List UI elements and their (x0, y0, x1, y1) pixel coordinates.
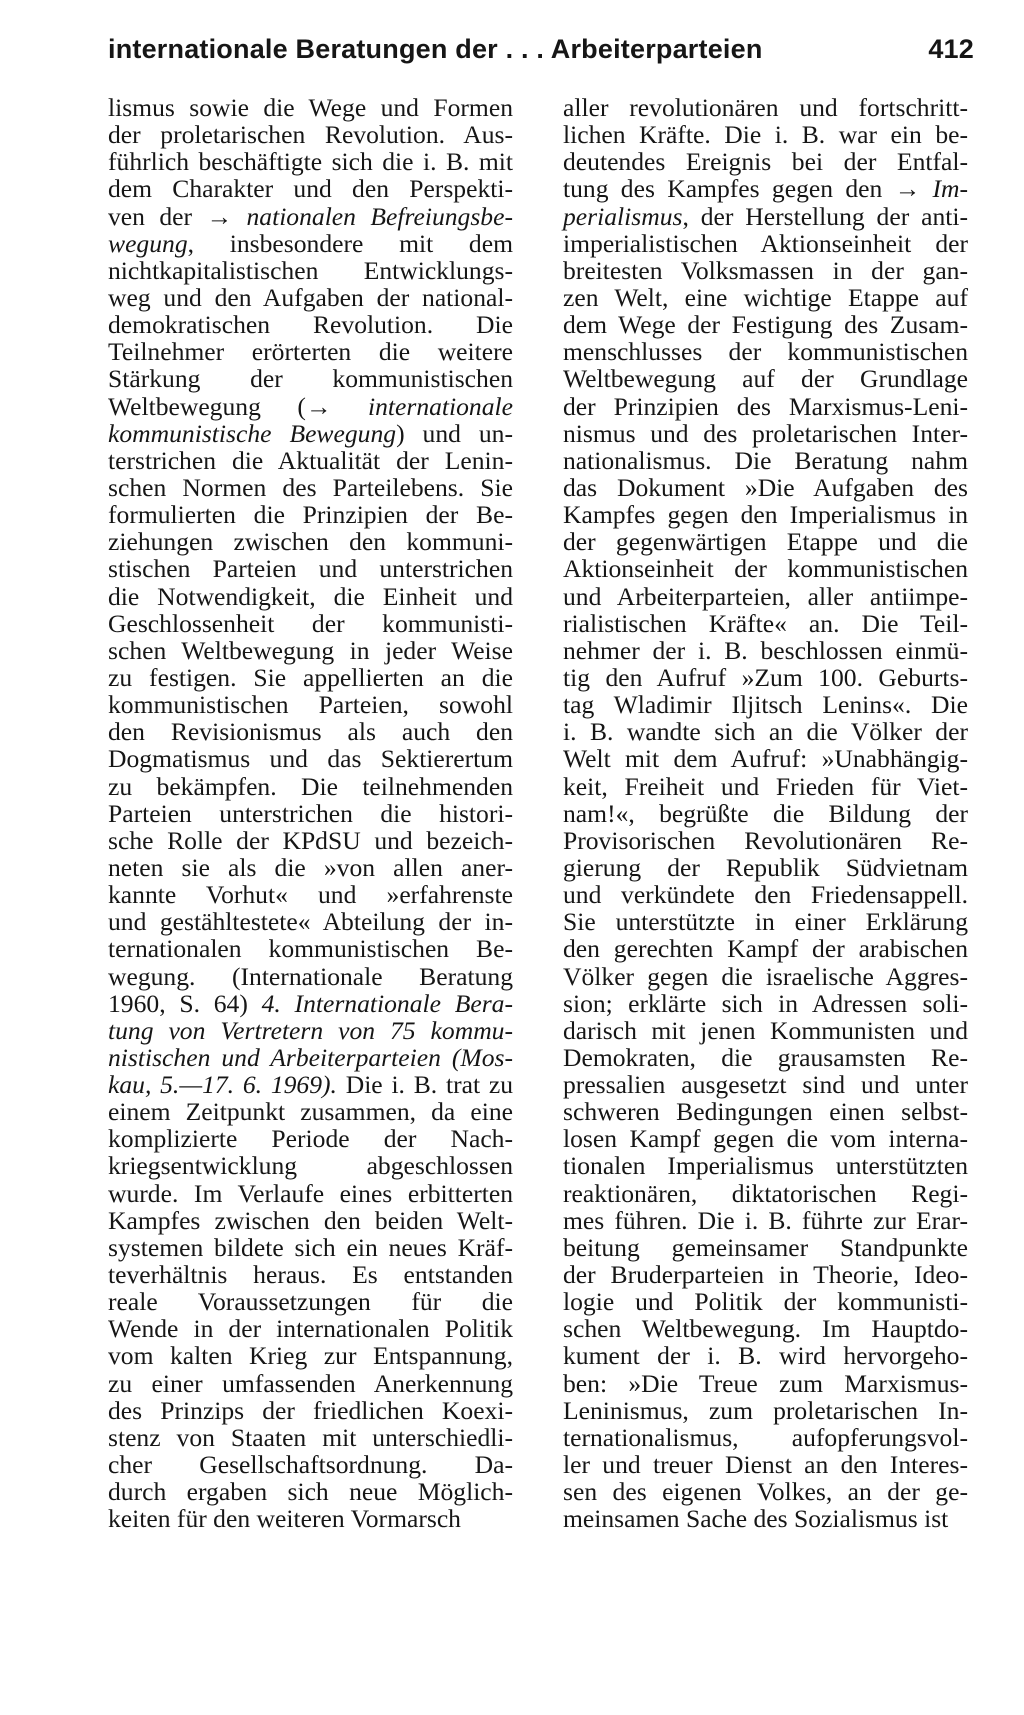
text-line: stenz von Staaten mit unterschiedli- (108, 1422, 513, 1452)
text-line: nichtkapitalistischen Entwicklungs- (108, 255, 513, 285)
text-line: dem Wege der Festigung des Zusam- (563, 310, 968, 340)
text-line: wegung, insbesondere mit dem (108, 228, 513, 258)
text-line: 1960, S. 64) 4. Internationale Bera- (108, 988, 513, 1018)
text-line: Kampfes zwischen den beiden Welt- (108, 1205, 513, 1235)
text-line: beitung gemeinsamer Standpunkte (563, 1232, 968, 1262)
text-line: einem Zeitpunkt zusammen, da eine (108, 1097, 513, 1127)
text-line: terstrichen die Aktualität der Lenin- (108, 445, 513, 475)
text-line: weg und den Aufgaben der national- (108, 282, 513, 312)
text-line: meinsamen Sache des Sozialismus ist (563, 1504, 949, 1534)
right-column (563, 94, 968, 1532)
text-line: lismus sowie die Wege und Formen (108, 93, 513, 122)
page-number: 412 (928, 34, 974, 64)
text-line: nationalismus. Die Beratung nahm (563, 445, 968, 475)
text-line: der proletarischen Revolution. Aus- (108, 120, 513, 150)
text-line: und gestähltestete« Abteilung der in- (108, 907, 513, 937)
running-title: internationale Beratungen der . . . Arbeiterparteien (108, 34, 763, 64)
text-line: des Prinzips der friedlichen Koexi- (108, 1395, 513, 1425)
text-line: der Prinzipien des Marxismus-Leni- (563, 391, 968, 421)
text-line: komplizierte Periode der Nach- (108, 1124, 513, 1154)
text-line: reaktionären, diktatorischen Regi- (563, 1178, 968, 1208)
text-line: Aktionseinheit der kommunistischen (563, 554, 968, 584)
text-line: das Dokument »Die Aufgaben des (563, 472, 968, 502)
text-line: nehmer der i. B. beschlossen einmü- (563, 635, 968, 665)
text-line: teverhältnis heraus. Es entstanden (108, 1260, 513, 1290)
text-line: und verkündete den Friedensappell. (563, 880, 968, 910)
text-line: ler und treuer Dienst an den Interes- (563, 1450, 968, 1480)
text-line: kannte Vorhut« und »erfahrenste (108, 880, 513, 910)
text-line: demokratischen Revolution. Die (108, 310, 513, 340)
text-line: wurde. Im Verlaufe eines erbitterten (108, 1178, 513, 1208)
text-line: breitesten Volksmassen in der gan- (563, 255, 968, 285)
text-line: i. B. wandte sich an die Völker der (563, 717, 968, 747)
text-line: Weltbewegung auf der Grundlage (563, 364, 968, 394)
text-line: tionalen Imperialismus unterstützten (563, 1151, 968, 1181)
text-line: formulierten die Prinzipien der Be- (108, 500, 513, 530)
text-line: Stärkung der kommunistischen (108, 364, 513, 394)
text-line: schweren Bedingungen einen selbst- (563, 1097, 968, 1127)
text-line: keit, Freiheit und Frieden für Viet- (563, 771, 968, 801)
text-line: Provisorischen Revolutionären Re- (563, 825, 968, 855)
text-line: nam!«, begrüßte die Bildung der (563, 798, 968, 828)
text-line: der Bruderparteien in Theorie, Ideo- (563, 1260, 968, 1290)
text-line: perialismus, der Herstellung der anti- (563, 201, 968, 231)
text-line: ben: »Die Treue zum Marxismus- (563, 1368, 968, 1398)
running-header (108, 34, 974, 76)
left-column (108, 94, 513, 1532)
text-line: lichen Kräfte. Die i. B. war ein be- (563, 120, 968, 150)
text-line: Demokraten, die grausamsten Re- (563, 1042, 968, 1072)
text-line: führlich beschäftigte sich die i. B. mit (108, 147, 513, 177)
text-line: pressalien ausgesetzt sind und unter (563, 1070, 968, 1100)
text-line: kommunistischen Parteien, sowohl (108, 690, 513, 720)
text-line: der gegenwärtigen Etappe und die (563, 527, 968, 557)
text-line: tung des Kampfes gegen den → Im- (563, 174, 968, 204)
text-line: schen Weltbewegung in jeder Weise (108, 635, 513, 665)
text-line: imperialistischen Aktionseinheit der (563, 228, 968, 258)
text-line: sen des eigenen Volkes, an der ge- (563, 1477, 968, 1507)
text-line: nistischen und Arbeiterparteien (Mos- (108, 1042, 513, 1072)
text-line: losen Kampf gegen die vom interna- (563, 1124, 968, 1154)
text-line: wegung. (Internationale Beratung (108, 961, 513, 991)
text-line: zu festigen. Sie appellierten an die (108, 662, 513, 692)
text-line: vom kalten Krieg zur Entspannung, (108, 1341, 513, 1371)
text-line: tig den Aufruf »Zum 100. Geburts- (563, 662, 968, 692)
text-line: Geschlossenheit der kommunisti- (108, 608, 513, 638)
text-line: durch ergaben sich neue Möglich- (108, 1477, 513, 1507)
text-line: den gerechten Kampf der arabischen (563, 934, 968, 964)
text-line: Parteien unterstrichen die histori- (108, 798, 513, 828)
text-line: zu einer umfassenden Anerkennung (108, 1368, 513, 1398)
text-line: Kampfes gegen den Imperialismus in (563, 500, 968, 530)
text-line: nismus und des proletarischen Inter- (563, 418, 968, 448)
text-line: kriegsentwicklung abgeschlossen (108, 1151, 513, 1181)
text-line: sion; erklärte sich in Adressen soli- (563, 988, 968, 1018)
text-line: Weltbewegung (→ internationale (108, 391, 513, 421)
text-line: den Revisionismus als auch den (108, 717, 513, 747)
text-line: keiten für den weiteren Vormarsch (108, 1504, 461, 1534)
text-line: zen Welt, eine wichtige Etappe auf (563, 282, 968, 312)
text-line: cher Gesellschaftsordnung. Da- (108, 1450, 513, 1480)
text-line: gierung der Republik Südvietnam (563, 852, 968, 882)
text-line: Dogmatismus und das Sektierertum (108, 744, 513, 774)
text-line: neten sie als die »von allen aner- (108, 852, 513, 882)
text-line: rialistischen Kräfte« an. Die Teil- (563, 608, 968, 638)
text-line: zu bekämpfen. Die teilnehmenden (108, 771, 513, 801)
text-line: reale Voraussetzungen für die (108, 1287, 513, 1317)
text-line: ternationalen kommunistischen Be- (108, 934, 513, 964)
text-line: systemen bildete sich ein neues Kräf- (108, 1232, 513, 1262)
text-line: Wende in der internationalen Politik (108, 1314, 513, 1344)
text-line: tag Wladimir Iljitsch Lenins«. Die (563, 690, 968, 720)
text-line: logie und Politik der kommunisti- (563, 1287, 968, 1317)
text-line: menschlusses der kommunistischen (563, 337, 968, 367)
text-line: mes führen. Die i. B. führte zur Erar- (563, 1205, 968, 1235)
text-line: stischen Parteien und unterstrichen (108, 554, 513, 584)
text-line: tung von Vertretern von 75 kommu- (108, 1015, 513, 1045)
text-line: aller revolutionären und fortschritt- (563, 93, 968, 122)
text-line: darisch mit jenen Kommunisten und (563, 1015, 968, 1045)
text-line: ven der → nationalen Befreiungsbe- (108, 201, 513, 231)
text-line: ziehungen zwischen den kommuni- (108, 527, 513, 557)
text-line: schen Normen des Parteilebens. Sie (108, 472, 513, 502)
text-line: deutendes Ereignis bei der Entfal- (563, 147, 968, 177)
text-line: schen Weltbewegung. Im Hauptdo- (563, 1314, 968, 1344)
text-line: kau, 5.—17. 6. 1969). Die i. B. trat zu (108, 1070, 514, 1100)
text-line: Teilnehmer erörterten die weitere (108, 337, 513, 367)
text-line: die Notwendigkeit, die Einheit und (108, 581, 513, 611)
text-line: Welt mit dem Aufruf: »Unabhängig- (563, 744, 968, 774)
text-line: kument der i. B. wird hervorgeho- (563, 1341, 968, 1371)
text-line: dem Charakter und den Perspekti- (108, 174, 513, 204)
text-line: und Arbeiterparteien, aller antiimpe- (563, 581, 968, 611)
text-line: Völker gegen die israelische Aggres- (563, 961, 968, 991)
text-line: Leninismus, zum proletarischen In- (563, 1395, 968, 1425)
text-line: kommunistische Bewegung) und un- (108, 418, 514, 448)
text-line: sche Rolle der KPdSU und bezeich- (108, 825, 513, 855)
text-line: Sie unterstützte in einer Erklärung (563, 907, 968, 937)
text-line: ternationalismus, aufopferungsvol- (563, 1422, 968, 1452)
